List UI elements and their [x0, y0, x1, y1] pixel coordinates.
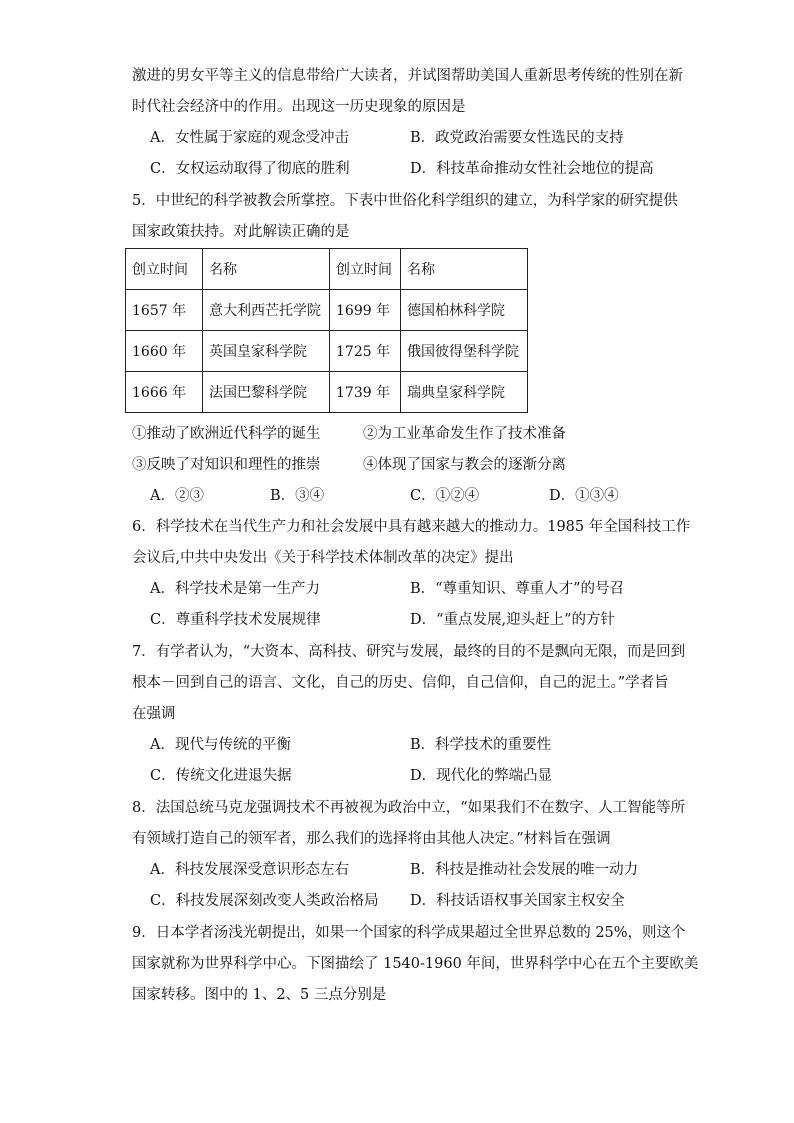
q6-option-a[interactable]: A．科学技术是第一生产力: [150, 581, 320, 597]
table-row: [126, 290, 528, 331]
intro-option-c[interactable]: C．女权运动取得了彻底的胜利: [150, 161, 350, 177]
q7-option-d[interactable]: D．现代化的弊端凸显: [410, 768, 553, 784]
q8-option-a[interactable]: A．科技发展深受意识形态左右: [150, 862, 349, 878]
intro-option-a[interactable]: A．女性属于家庭的观念受冲击: [150, 130, 349, 146]
table-cell: 1666 年: [126, 372, 203, 413]
q6-option-d[interactable]: D．“重点发展,迎头赶上”的方针: [410, 612, 616, 628]
q7-option-c[interactable]: C．传统文化进退失据: [150, 768, 292, 784]
table-cell: 瑞典皇家科学院: [401, 372, 528, 413]
table-row: [126, 331, 528, 372]
q5-statement-2: ②为工业革命发生作了技术准备: [363, 426, 566, 442]
table-header-cell: 创立时间: [126, 249, 203, 290]
q5-option-b[interactable]: B．③④: [270, 488, 325, 504]
q8-option-d[interactable]: D．科技话语权事关国家主权安全: [410, 893, 625, 909]
q5-option-d[interactable]: D．①③④: [549, 488, 619, 504]
q5-option-a[interactable]: A．②③: [150, 488, 204, 504]
q7-option-b[interactable]: B．科学技术的重要性: [410, 737, 552, 753]
q5-statement-4: ④体现了国家与教会的逐渐分离: [363, 457, 566, 473]
q6-line-1: 6．科学技术在当代生产力和社会发展中具有越来越大的推动力。1985 年全国科技工作: [132, 519, 691, 535]
q7-line-3: 在强调: [132, 706, 176, 722]
q8-option-b[interactable]: B．科技是推动社会发展的唯一动力: [410, 862, 639, 878]
q5-line-2: 国家政策扶持。对此解读正确的是: [132, 224, 350, 240]
q5-statement-1: ①推动了欧洲近代科学的诞生: [132, 426, 321, 442]
table-row: [126, 372, 528, 413]
table-cell: 1657 年: [126, 290, 203, 331]
intro-option-d[interactable]: D．科技革命推动女性社会地位的提高: [410, 161, 654, 177]
table-cell: 英国皇家科学院: [203, 331, 330, 372]
table-cell: 1725 年: [330, 331, 401, 372]
table-cell: 1739 年: [330, 372, 401, 413]
q9-line-1: 9．日本学者汤浅光朝提出，如果一个国家的科学成果超过全世界总数的 25%，则这个: [132, 925, 686, 941]
q9-line-3: 国家转移。图中的 1、2、5 三点分别是: [132, 987, 387, 1003]
q5-line-1: 5．中世纪的科学被教会所掌控。下表中世俗化科学组织的建立，为科学家的研究提供: [132, 193, 678, 209]
q8-option-c[interactable]: C．科技发展深刻改变人类政治格局: [150, 893, 379, 909]
q5-option-c[interactable]: C．①②④: [410, 488, 480, 504]
q9-line-2: 国家就称为世界科学中心。下图描绘了 1540-1960 年间，世界科学中心在五个主要欧美: [132, 956, 699, 972]
table-header-cell: 名称: [401, 249, 528, 290]
q6-option-b[interactable]: B．“尊重知识、尊重人才”的号召: [410, 581, 624, 597]
intro-line-2: 时代社会经济中的作用。出现这一历史现象的原因是: [132, 99, 466, 115]
academy-table: [125, 248, 528, 413]
table-cell: 1699 年: [330, 290, 401, 331]
table-header-cell: 名称: [203, 249, 330, 290]
intro-option-b[interactable]: B．政党政治需要女性选民的支持: [410, 130, 624, 146]
table-cell: 法国巴黎科学院: [203, 372, 330, 413]
q7-line-1: 7．有学者认为，“大资本、高科技、研究与发展，最终的目的不是飘向无限，而是回到: [132, 644, 686, 660]
table-cell: 1660 年: [126, 331, 203, 372]
table-header-cell: 创立时间: [330, 249, 401, 290]
intro-line-1: 激进的男女平等主义的信息带给广大读者，并试图帮助美国人重新思考传统的性别在新: [132, 68, 683, 84]
q7-line-2: 根本－回到自己的语言、文化，自己的历史、信仰，自己信仰，自己的泥土。”学者旨: [132, 675, 669, 691]
q6-option-c[interactable]: C．尊重科学技术发展规律: [150, 612, 321, 628]
q8-line-2: 有领域打造自己的领军者，那么我们的选择将由其他人决定。”材料旨在强调: [132, 831, 611, 847]
q6-line-2: 会议后,中共中央发出《关于科学技术体制改革的决定》提出: [132, 550, 514, 566]
q7-option-a[interactable]: A．现代与传统的平衡: [150, 737, 291, 753]
q8-line-1: 8．法国总统马克龙强调技术不再被视为政治中立，“如果我们不在数字、人工智能等所: [132, 800, 686, 816]
q5-statement-3: ③反映了对知识和理性的推崇: [132, 457, 321, 473]
table-header-row: [126, 249, 528, 290]
table-cell: 俄国彼得堡科学院: [401, 331, 528, 372]
table-cell: 意大利西芒托学院: [203, 290, 330, 331]
table-cell: 德国柏林科学院: [401, 290, 528, 331]
